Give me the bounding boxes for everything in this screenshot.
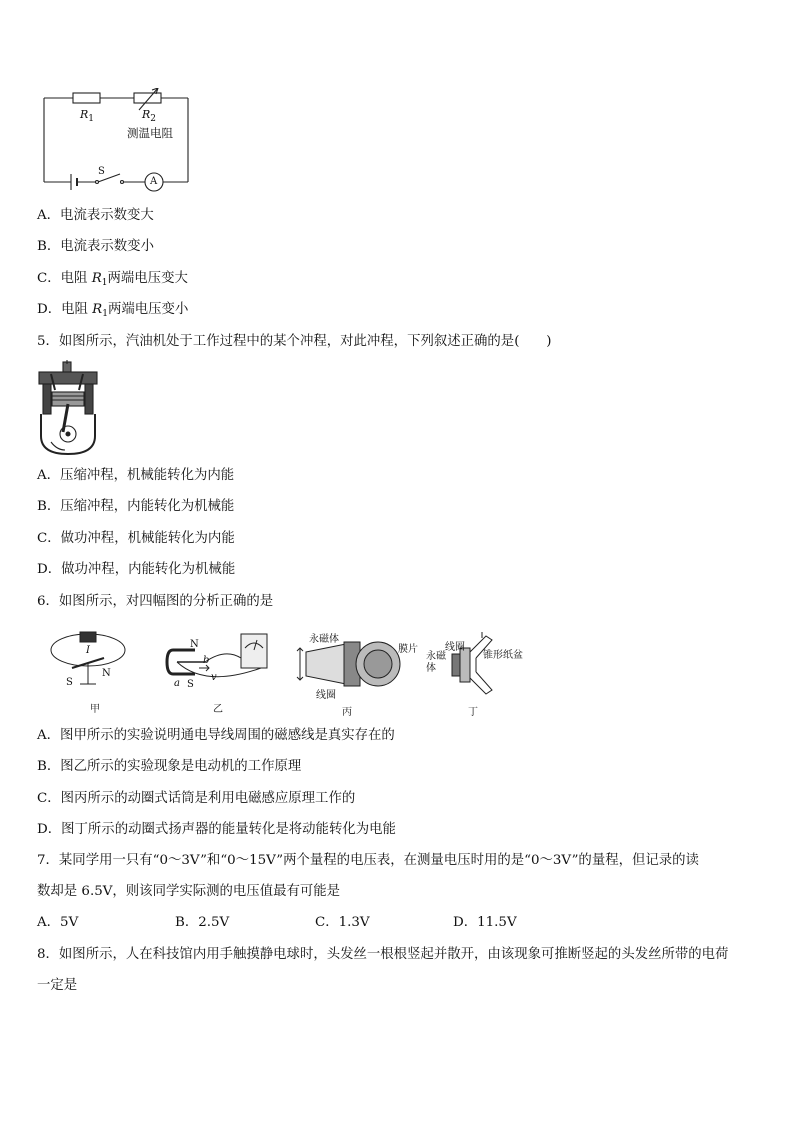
q6-option-a: A．图甲所示的实验说明通电导线周围的磁感线是真实存在的 (37, 728, 395, 743)
fig-bing-label-film: 膜片 (398, 644, 418, 655)
q4-option-b: B．电流表示数变小 (37, 239, 154, 254)
fig-yi-label-a: a (174, 678, 180, 689)
q4-option-a: A．电流表示数变大 (37, 208, 154, 223)
q7-options (0, 914, 794, 934)
fig-bing-caption: 丙 (342, 707, 352, 718)
r2-caption: 测温电阻 (127, 126, 173, 140)
q5-option-c: C．做功冲程，机械能转化为内能 (37, 531, 235, 546)
q6-option-c: C．图丙所示的动圈式话筒是利用电磁感应原理工作的 (37, 791, 356, 806)
q5-option-d: D．做功冲程，内能转化为机械能 (37, 562, 236, 577)
fig-yi-label-s: S (187, 679, 194, 690)
fig-ding-label-cone: 锥形纸盆 (483, 650, 523, 661)
q6-stem: 6．如图所示，对四幅图的分析正确的是 (37, 594, 274, 609)
q5-option-b: B．压缩冲程，内能转化为机械能 (37, 499, 235, 514)
fig-ding-label-coil: 线圈 (445, 642, 465, 653)
r2-label: $R_2$ (142, 108, 157, 124)
fig-yi-label-v: v (211, 672, 217, 683)
q8-stem-line2: 一定是 (37, 978, 78, 993)
ammeter-label: A (150, 176, 158, 187)
q6-option-b: B．图乙所示的实验现象是电动机的工作原理 (37, 759, 302, 774)
fig-jia-caption: 甲 (90, 704, 100, 715)
switch-label: S (98, 166, 105, 177)
q7-option-a: A．5V (37, 915, 79, 930)
q7-option-b: B．2.5V (175, 915, 230, 930)
figure-yi (165, 628, 285, 692)
q7-option-c: C．1.3V (315, 915, 370, 930)
engine-figure (37, 360, 99, 456)
q4-option-c: C．电阻 $R_1$两端电压变大 (37, 271, 188, 288)
q7-stem-line1: 7．某同学用一只有“0～3V”和“0～15V”两个量程的电压表，在测量电压时用的是“0～3V”的量程，但记录的读 (37, 853, 699, 868)
fig-bing-label-coil: 线圈 (316, 690, 336, 701)
fig-jia-label-s: S (66, 677, 73, 688)
figure-jia (48, 628, 128, 698)
fig-jia-label-i: I (86, 645, 90, 656)
circuit-diagram (38, 88, 198, 198)
fig-bing-label-magnet: 永磁体 (309, 634, 339, 645)
q5-stem: 5．如图所示，汽油机处于工作过程中的某个冲程，对此冲程，下列叙述正确的是( ) (37, 334, 552, 349)
q7-stem-line2: 数却是 6.5V，则该同学实际测的电压值最有可能是 (37, 884, 341, 899)
q7-option-d: D．11.5V (453, 915, 517, 930)
fig-ding-caption: 丁 (468, 707, 478, 718)
q5-option-a: A．压缩冲程，机械能转化为内能 (37, 468, 235, 483)
fig-jia-label-n: N (102, 668, 111, 679)
resistor-r1 (73, 93, 100, 103)
q8-stem-line1: 8．如图所示，人在科技馆内用手触摸静电球时，头发丝一根根竖起并散开，由该现象可推断竖起的头发丝所带的电荷 (37, 947, 729, 962)
r1-label: $R_1$ (80, 108, 95, 124)
fig-yi-label-n: N (190, 639, 199, 650)
fig-yi-label-b: b (203, 655, 210, 666)
q6-option-d: D．图丁所示的动圈式扬声器的能量转化是将动能转化为电能 (37, 822, 396, 837)
fig-ding-label-magnet: 永磁 体 (426, 651, 446, 674)
fig-yi-caption: 乙 (213, 704, 223, 715)
q4-option-d: D．电阻 $R_1$两端电压变小 (37, 302, 189, 319)
resistor-r2 (134, 93, 161, 103)
